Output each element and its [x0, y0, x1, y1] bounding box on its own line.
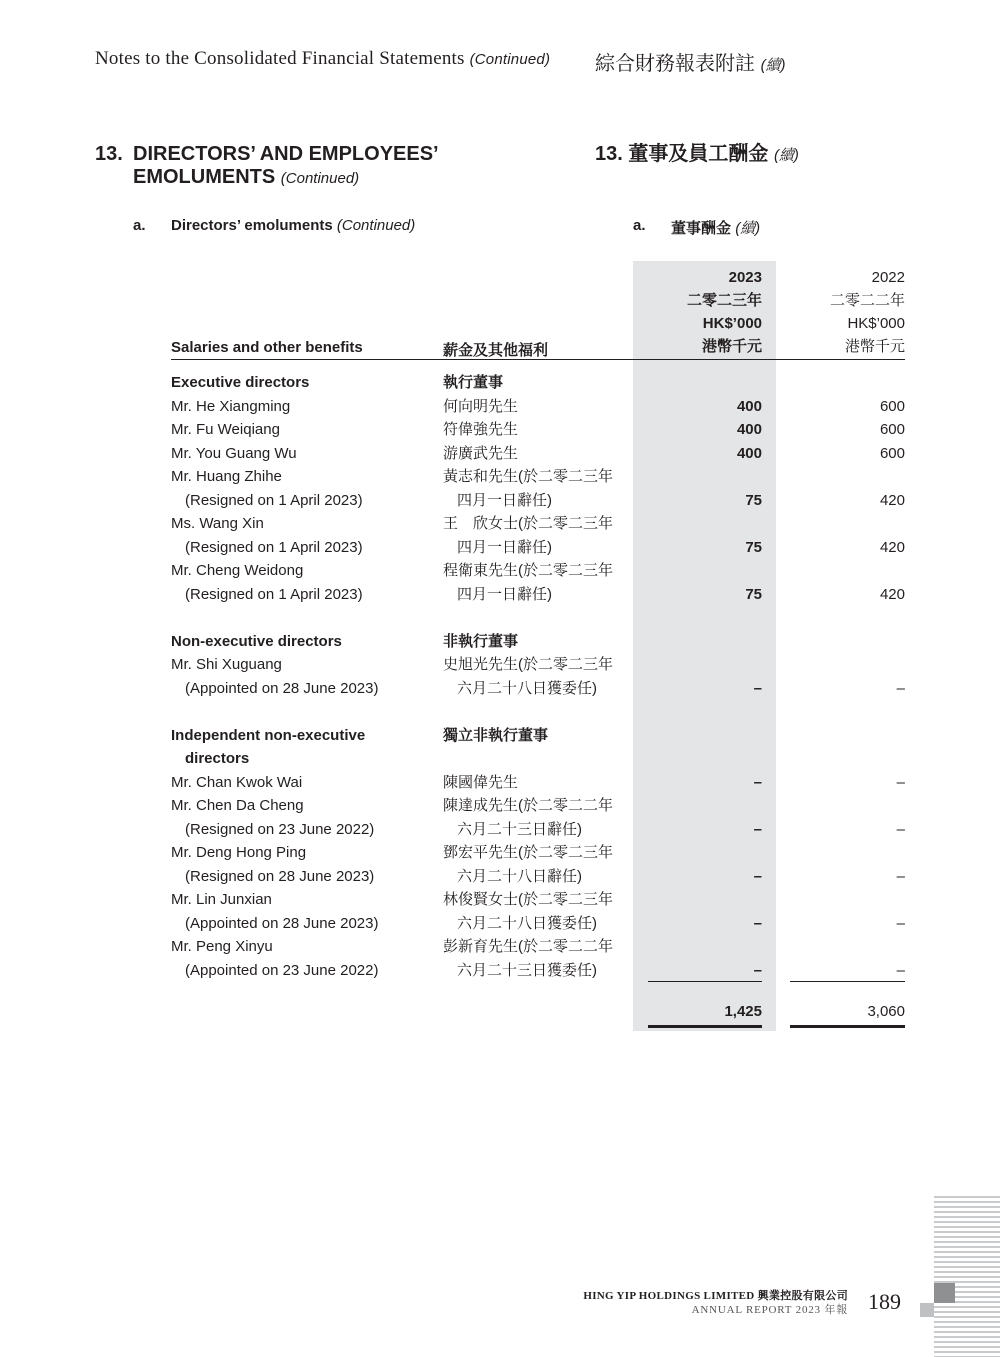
section-number: 13. [95, 143, 123, 165]
table-row [0, 559, 1000, 582]
footer-company: HING YIP HOLDINGS LIMITED 興業控股有限公司 [583, 1290, 848, 1302]
col-2023-header [687, 266, 762, 358]
director-name: Mr. Cheng Weidong [171, 562, 304, 579]
value-2022: 600 [879, 421, 905, 438]
director-name-zh: 四月一日辭任) [457, 538, 552, 556]
category-label-zh: 獨立非執行董事 [443, 726, 549, 744]
decorative-stripes [934, 1196, 1000, 1357]
value-2023: – [753, 679, 762, 697]
column-label-en: Salaries and other benefits [171, 339, 363, 356]
table-row [0, 465, 1000, 488]
director-name: Mr. Lin Junxian [171, 891, 272, 908]
table-row [0, 418, 1000, 441]
value-2023: 400 [736, 421, 762, 438]
subsection-letter: a. [133, 217, 146, 234]
value-2023: 75 [745, 491, 762, 509]
value-2022: 420 [879, 538, 905, 556]
decorative-square-light [920, 1303, 934, 1317]
director-name-zh: 六月二十八日獲委任) [457, 914, 597, 932]
footer-annual-report: ANNUAL REPORT 2023 年報 [691, 1304, 848, 1316]
director-name: Ms. Wang Xin [171, 515, 264, 532]
value-2022: 420 [879, 491, 905, 509]
director-name: (Resigned on 23 June 2022) [185, 820, 375, 838]
section-number-zh: 13. [595, 143, 623, 165]
value-2023: 400 [736, 397, 762, 415]
col-2023-year: 2023 [728, 269, 762, 286]
director-name-zh: 何向明先生 [443, 397, 519, 415]
table-row [0, 959, 1000, 982]
section-continued-zh: (續) [773, 147, 799, 164]
director-name-zh: 六月二十八日獲委任) [457, 679, 597, 697]
value-2022: – [896, 679, 905, 697]
running-header-continued-zh: (續) [760, 57, 786, 74]
running-header-zh [595, 47, 786, 76]
total-double-rule-2023 [648, 1025, 762, 1028]
director-name: (Appointed on 28 June 2023) [185, 679, 379, 697]
director-name: (Resigned on 28 June 2023) [185, 867, 375, 885]
director-name-zh: 王 欣女士(於二零二三年 [443, 515, 613, 532]
total-double-rule-2022 [790, 1025, 905, 1028]
header-rule [171, 359, 905, 360]
director-name: Mr. Chen Da Cheng [171, 797, 304, 814]
table-row [0, 912, 1000, 935]
table-row [0, 489, 1000, 512]
value-2023: 400 [736, 444, 762, 462]
column-label-zh: 薪金及其他福利 [443, 342, 549, 359]
decorative-square-dark [934, 1283, 955, 1303]
director-name-zh: 林俊賢女士(於二零二三年 [443, 891, 613, 908]
running-header-title-zh: 綜合財務報表附註 [595, 53, 755, 75]
director-name-zh: 六月二十三日辭任) [457, 820, 582, 838]
director-name-zh: 六月二十八日辭任) [457, 867, 582, 885]
director-name: Mr. You Guang Wu [171, 444, 297, 462]
table-row [0, 724, 1000, 747]
table-row [0, 888, 1000, 911]
category-label-zh: 非執行董事 [443, 632, 519, 650]
col-2023-unit: HK$’000 [702, 315, 762, 332]
total-2023: 1,425 [724, 1003, 762, 1020]
director-name: (Resigned on 1 April 2023) [185, 585, 363, 603]
value-2022: – [896, 820, 905, 838]
subsection-title-zh [671, 217, 760, 238]
director-name-zh: 游廣武先生 [443, 444, 519, 462]
value-2023: 75 [745, 585, 762, 603]
page-number: 189 [868, 1289, 901, 1314]
table-row [0, 583, 1000, 606]
col-2022-year-zh: 二零二二年 [829, 292, 905, 309]
table-row [0, 442, 1000, 465]
director-name-zh: 陳達成先生(於二零二二年 [443, 797, 613, 814]
table-row [0, 512, 1000, 535]
value-2022: – [896, 914, 905, 932]
table-row [0, 841, 1000, 864]
running-header-en [95, 48, 550, 70]
value-2022: 420 [879, 585, 905, 603]
subtotal-rule-2022 [790, 981, 905, 982]
value-2022: – [896, 867, 905, 885]
section-title-line2-text: EMOLUMENTS [133, 166, 276, 188]
director-name-zh: 鄧宏平先生(於二零二三年 [443, 844, 613, 861]
director-name-zh: 六月二十三日獲委任) [457, 961, 597, 979]
value-2023: – [753, 773, 762, 791]
section-title-line2 [133, 166, 359, 190]
category-label: Non-executive directors [171, 632, 342, 650]
table-row [0, 747, 1000, 770]
subsection-continued-zh: (續) [735, 220, 761, 237]
subsection-continued: (Continued) [336, 217, 416, 234]
value-2022: 600 [879, 444, 905, 462]
category-label: directors [185, 750, 250, 767]
total-2022: 3,060 [867, 1003, 905, 1020]
table-row [0, 653, 1000, 676]
director-name: Mr. Fu Weiqiang [171, 421, 280, 438]
table-row [0, 865, 1000, 888]
table-row [0, 630, 1000, 653]
director-name-zh: 四月一日辭任) [457, 585, 552, 603]
director-name: (Resigned on 1 April 2023) [185, 491, 363, 509]
subsection-title-text: Directors’ emoluments [171, 217, 333, 234]
director-name-zh: 黃志和先生(於二零二三年 [443, 468, 613, 485]
value-2023: 75 [745, 538, 762, 556]
director-name-zh: 四月一日辭任) [457, 491, 552, 509]
director-name-zh: 史旭光先生(於二零二三年 [443, 656, 613, 673]
col-2022-header [830, 266, 905, 358]
director-name: (Resigned on 1 April 2023) [185, 538, 363, 556]
director-name: Mr. Chan Kwok Wai [171, 773, 303, 791]
director-name-zh: 陳國偉先生 [443, 773, 519, 791]
running-header-title: Notes to the Consolidated Financial Statements [95, 48, 465, 69]
value-2022: – [896, 961, 905, 979]
director-name-zh: 程衛東先生(於二零二三年 [443, 562, 613, 579]
section-title-line1: DIRECTORS’ AND EMPLOYEES’ [133, 143, 439, 165]
col-2023-unit-zh: 港幣千元 [701, 338, 762, 355]
table-row [0, 818, 1000, 841]
section-heading-zh [595, 143, 799, 167]
director-name: Mr. Huang Zhihe [171, 468, 282, 485]
director-name-zh: 符偉強先生 [443, 421, 519, 438]
table-row [0, 771, 1000, 794]
value-2022: – [896, 773, 905, 791]
director-name: (Appointed on 28 June 2023) [185, 914, 379, 932]
value-2022: 600 [879, 397, 905, 415]
section-continued: (Continued) [280, 170, 360, 187]
director-name: Mr. He Xiangming [171, 397, 291, 415]
director-name: Mr. Peng Xinyu [171, 938, 273, 955]
table-row [0, 935, 1000, 958]
table-row [0, 677, 1000, 700]
col-2022-year: 2022 [871, 269, 905, 286]
table-row [0, 794, 1000, 817]
director-name-zh: 彭新育先生(於二零二二年 [443, 938, 613, 955]
running-header-continued: (Continued) [469, 51, 551, 68]
table-row [0, 371, 1000, 394]
value-2023: – [753, 867, 762, 885]
category-label-zh: 執行董事 [443, 374, 504, 391]
col-2022-unit: HK$’000 [847, 315, 905, 332]
table-row [0, 536, 1000, 559]
director-name: (Appointed on 23 June 2022) [185, 961, 379, 979]
value-2023: – [753, 820, 762, 838]
col-2022-unit-zh: 港幣千元 [844, 338, 905, 355]
section-title-zh: 董事及員工酬金 [628, 143, 769, 165]
value-2023: – [753, 914, 762, 932]
category-label: Executive directors [171, 374, 310, 391]
subsection-letter-zh: a. [633, 217, 646, 234]
director-name: Mr. Shi Xuguang [171, 656, 282, 673]
subsection-title-zh-text: 董事酬金 [671, 220, 732, 237]
subsection-title [171, 217, 415, 234]
table-row [0, 395, 1000, 418]
category-label: Independent non-executive [171, 726, 366, 744]
director-name: Mr. Deng Hong Ping [171, 844, 307, 861]
value-2023: – [753, 961, 762, 979]
col-2023-year-zh: 二零二三年 [686, 292, 762, 309]
subtotal-rule-2023 [648, 981, 762, 982]
